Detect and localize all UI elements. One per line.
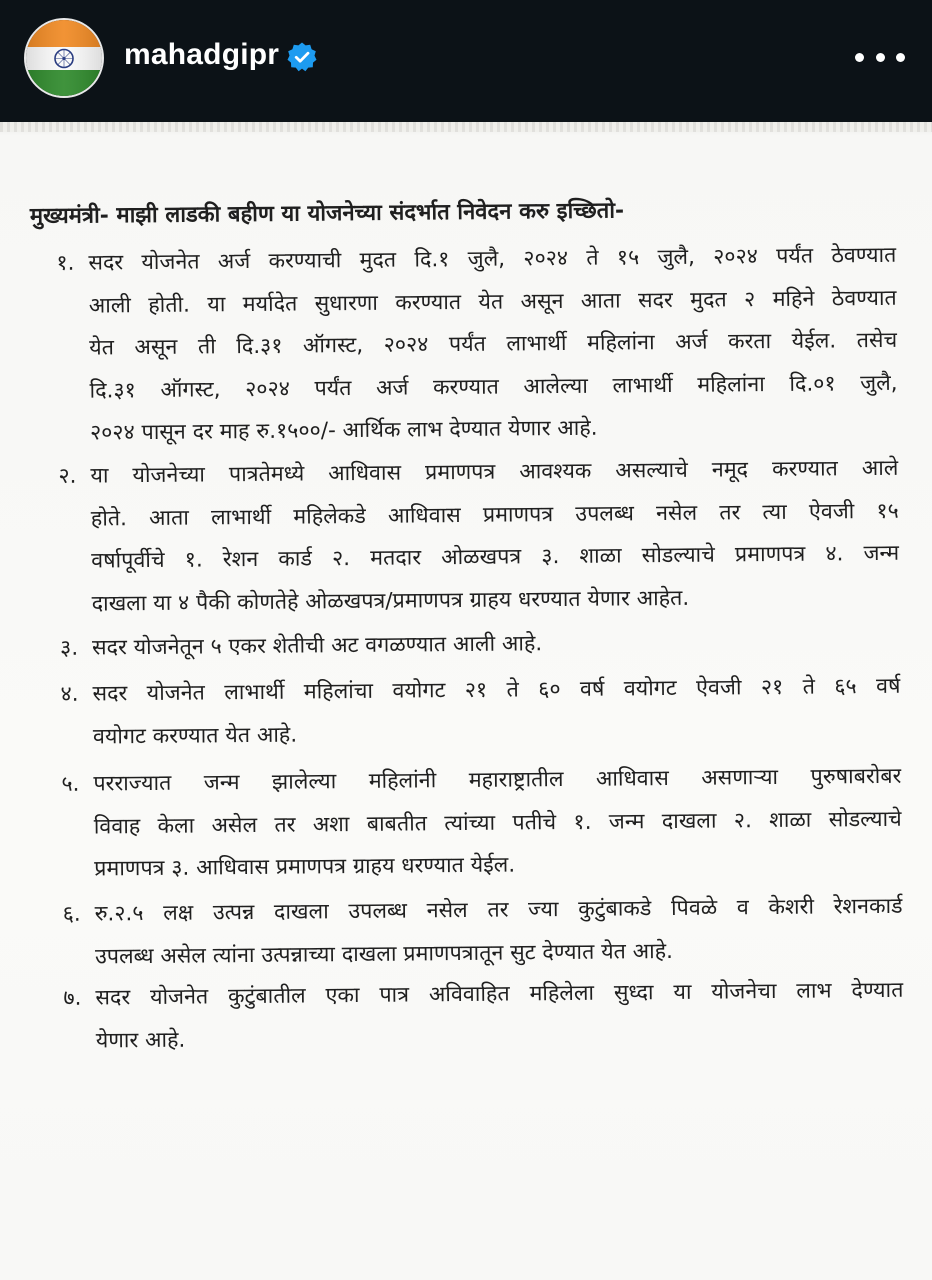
dot-icon	[896, 53, 905, 62]
more-options-button[interactable]	[855, 40, 905, 74]
item-number: १.	[56, 250, 75, 276]
list-item-5	[61, 756, 902, 892]
post-header	[0, 0, 932, 122]
profile-avatar[interactable]	[26, 20, 102, 96]
item-number: ६.	[62, 901, 81, 927]
dot-icon	[855, 53, 864, 62]
item-line: या योजनेच्या पात्रतेमध्ये आधिवास प्रमाणपत्र आवश्यक असल्याचे नमूद करण्यात आले	[90, 455, 899, 489]
list-item-7	[63, 970, 904, 1063]
list-item-1	[56, 235, 898, 456]
item-line: आली होती. या मर्यादेत सुधारणा करण्यात येत असून आता सदर मुदत २ महिने ठेवण्यात	[88, 285, 897, 319]
item-line: वयोगट करण्यात येत आहे.	[92, 722, 298, 750]
item-number: ३.	[59, 635, 79, 661]
list-item-6	[62, 886, 903, 979]
paper-edge	[0, 122, 932, 132]
indian-flag-icon	[26, 20, 102, 96]
list-item-2	[58, 448, 900, 626]
item-line: दि.३१ ऑगस्ट, २०२४ पर्यंत अर्ज करण्यात आलेल्या लाभार्थी महिलांना दि.०१ जुलै,	[89, 370, 898, 404]
dot-icon	[876, 53, 885, 62]
item-line: सदर योजनेत अर्ज करण्याची मुदत दि.१ जुलै, २०२४ ते १५ जुलै, २०२४ पर्यंत ठेवण्यात	[88, 242, 897, 276]
item-line: येत असून ती दि.३१ ऑगस्ट, २०२४ पर्यंत लाभार्थी महिलांना अर्ज करता येईल. तसेच	[89, 327, 898, 361]
document-title: मुख्यमंत्री- माझी लाडकी बहीण या योजनेच्या संदर्भात निवेदन करु इच्छितो-	[29, 198, 625, 230]
item-number: २.	[58, 463, 77, 489]
verified-badge-icon	[286, 41, 318, 73]
item-line: येणार आहे.	[95, 1027, 186, 1054]
list-item-4	[60, 666, 901, 759]
post-image	[0, 122, 932, 1280]
item-line: होते. आता लाभार्थी महिलेकडे आधिवास प्रमाणपत्र उपलब्ध नसेल तर त्या ऐवजी १५	[90, 498, 899, 532]
item-line: परराज्यात जन्म झालेल्या महिलांनी महाराष्ट्रातील आधिवास असणाऱ्या पुरुषाबरोबर	[93, 763, 902, 797]
username[interactable]: mahadgipr	[124, 38, 280, 71]
item-line: विवाह केला असेल तर अशा बाबतीत त्यांच्या पतीचे १. जन्म दाखला २. शाळा सोडल्याचे	[93, 806, 902, 840]
item-number: ५.	[61, 771, 80, 797]
item-line: रु.२.५ लक्ष उत्पन्न दाखला उपलब्ध नसेल तर ज्या कुटुंबाकडे पिवळे व केशरी रेशनकार्ड	[94, 893, 903, 927]
item-line: प्रमाणपत्र ३. आधिवास प्रमाणपत्र ग्राहय धरण्यात येईल.	[94, 852, 516, 882]
list-item-3	[60, 620, 900, 671]
item-line: सदर योजनेत लाभार्थी महिलांचा वयोगट २१ ते ६० वर्ष वयोगट ऐवजी २१ ते ६५ वर्ष	[92, 673, 901, 707]
item-line: सदर योजनेतून ५ एकर शेतीची अट वगळण्यात आली आहे.	[91, 631, 543, 661]
item-line: वर्षापूर्वीचे १. रेशन कार्ड २. मतदार ओळखपत्र ३. शाळा सोडल्याचे प्रमाणपत्र ४. जन्म	[91, 540, 900, 574]
item-line: सदर योजनेत कुटुंबातील एका पात्र अविवाहित महिलेला सुध्दा या योजनेचा लाभ देण्यात	[95, 977, 904, 1011]
item-line: दाखला या ४ पैकी कोणतेहे ओळखपत्र/प्रमाणपत्र ग्राहय धरण्यात येणार आहेत.	[91, 585, 690, 617]
item-number: ७.	[63, 985, 82, 1011]
item-line: उपलब्ध असेल त्यांना उत्पन्नाच्या दाखला प्रमाणपत्रातून सुट देण्यात येत आहे.	[94, 938, 674, 970]
item-line: २०२४ पासून दर माह रु.१५००/- आर्थिक लाभ देण्यात येणार आहे.	[89, 415, 598, 446]
item-number: ४.	[60, 681, 79, 707]
